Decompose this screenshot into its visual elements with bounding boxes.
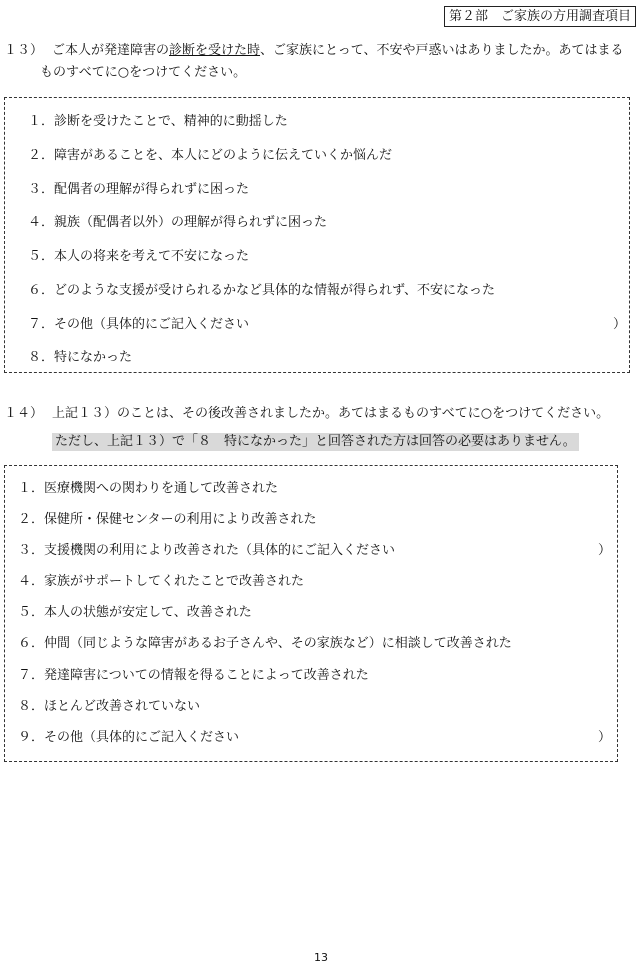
q14-option-9[interactable]: ９．その他（具体的にご記入ください: [18, 730, 240, 745]
question-14-text: 上記１３）のことは、その後改善されましたか。あてはまるものすべてに○をつけてください。: [52, 406, 610, 421]
question-13-line2: ものすべてに○をつけてください。: [40, 65, 247, 80]
q14-option-7[interactable]: ７．発達障害についての情報を得ることによって改善された: [18, 668, 369, 683]
page-number: 13: [314, 951, 328, 964]
q13-option-2[interactable]: ２．障害があることを、本人にどのように伝えていくか悩んだ: [28, 148, 393, 163]
question-13-text-underlined: 診断を受けた時: [169, 43, 261, 58]
question-14-number: １４）: [4, 406, 44, 421]
q14-option-6[interactable]: ６．仲間（同じような障害があるお子さんや、その家族など）に相談して改善された: [18, 636, 512, 651]
question-14-note: ただし、上記１３）で「８ 特になかった」と回答された方は回答の必要はありません。: [52, 433, 579, 451]
q13-option-7[interactable]: ７．その他（具体的にご記入ください: [28, 317, 250, 332]
section-tag: 第２部 ご家族の方用調査項目: [444, 6, 636, 27]
q14-option-3[interactable]: ３．支援機関の利用により改善された（具体的にご記入ください: [18, 543, 396, 558]
q13-option-4[interactable]: ４．親族（配偶者以外）の理解が得られずに困った: [28, 215, 328, 230]
q13-option-3[interactable]: ３．配偶者の理解が得られずに困った: [28, 182, 250, 197]
q13-option-5[interactable]: ５．本人の将来を考えて不安になった: [28, 249, 250, 264]
q13-option-8[interactable]: ８．特になかった: [28, 350, 133, 365]
question-13-line1: [4, 42, 624, 60]
question-13-text-before: ご本人が発達障害の: [52, 43, 170, 58]
q13-option-7-close-paren: ）: [613, 317, 627, 332]
q14-option-9-close-paren: ）: [598, 730, 612, 745]
q14-option-3-close-paren: ）: [598, 543, 612, 558]
question-13-number: １３）: [4, 43, 44, 58]
q14-option-4[interactable]: ４．家族がサポートしてくれたことで改善された: [18, 574, 305, 589]
q13-option-1[interactable]: １．診断を受けたことで、精神的に動揺した: [28, 114, 288, 129]
q13-option-6[interactable]: ６．どのような支援が受けられるかなど具体的な情報が得られず、不安になった: [28, 283, 495, 298]
question-13-text-after: 、ご家族にとって、不安や戸惑いはありましたか。あてはまる: [260, 43, 624, 58]
q14-option-1[interactable]: １．医療機関への関わりを通して改善された: [18, 481, 279, 496]
q14-option-5[interactable]: ５．本人の状態が安定して、改善された: [18, 605, 252, 620]
q14-option-2[interactable]: ２．保健所・保健センターの利用により改善された: [18, 512, 317, 527]
question-14-line1: [4, 405, 609, 423]
q14-option-8[interactable]: ８．ほとんど改善されていない: [18, 699, 201, 714]
